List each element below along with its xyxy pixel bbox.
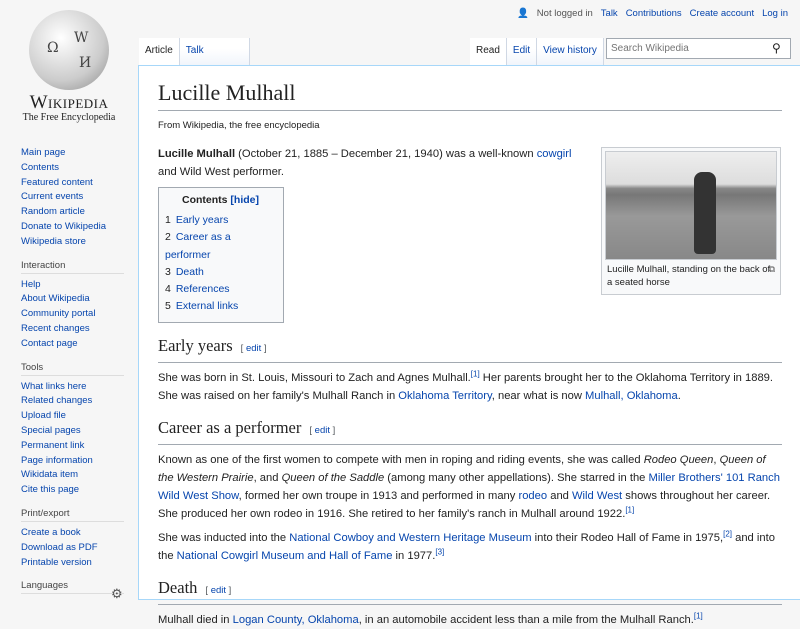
text: (October 21, 1885 – December 21, 1940) was a well-known [235, 148, 537, 160]
sidebar-item-current-events[interactable]: Current events [21, 191, 84, 203]
create-account-link[interactable]: Create account [689, 8, 755, 19]
toc-number: 5 [165, 300, 171, 313]
edit-link[interactable]: edit [245, 342, 262, 354]
text: , formed her own troupe in 1913 and performed in many [238, 489, 519, 502]
sidebar-navigation [21, 146, 136, 250]
toc-number: 2 [165, 231, 171, 244]
image-thumbnail [601, 147, 781, 295]
early-years-paragraph [158, 369, 782, 405]
text: and Wild West performer. [158, 166, 285, 178]
toc-item[interactable] [165, 264, 276, 281]
text: Queen of the Western Prairie [158, 453, 766, 484]
text: She was inducted into the [158, 531, 290, 544]
death-paragraph [158, 611, 782, 629]
sidebar-item-main-page[interactable]: Main page [21, 147, 66, 158]
toc-link[interactable]: Career as a performer [165, 231, 231, 261]
link-rodeo[interactable]: rodeo [518, 489, 548, 502]
section-heading-early-years [158, 335, 782, 363]
article-image[interactable] [605, 151, 777, 260]
heading-text: Early years [158, 335, 233, 355]
text: , and [253, 471, 282, 484]
link-cowboy-museum[interactable]: National Cowboy and Western Heritage Museum [289, 531, 532, 544]
text: . [677, 389, 681, 402]
tab-view-history[interactable]: View history [537, 38, 604, 65]
toc-item[interactable] [165, 212, 276, 229]
link-logan-county[interactable]: Logan County, Oklahoma [232, 613, 359, 626]
toc-number: 4 [165, 283, 171, 296]
text: Mulhall died in [158, 613, 233, 626]
subject-name: Lucille Mulhall [158, 148, 236, 160]
sidebar-heading-print: Print/export [21, 508, 124, 522]
heading-text: Death [158, 577, 198, 597]
link-oklahoma-territory[interactable]: Oklahoma Territory [398, 389, 492, 402]
text: in 1977. [392, 549, 436, 562]
reference-link[interactable]: [1] [625, 505, 635, 515]
log-in-link[interactable]: Log in [762, 8, 788, 19]
career-paragraph [158, 451, 782, 523]
horse-figure [694, 172, 716, 254]
reference-link[interactable]: [1] [693, 611, 703, 621]
sidebar-item-upload-file[interactable]: Upload file [21, 410, 66, 422]
site-subtitle: From Wikipedia, the free encyclopedia [158, 120, 320, 131]
sidebar-item-wikidata-item[interactable]: Wikidata item [21, 469, 79, 481]
sidebar-item-page-information[interactable]: Page information [21, 454, 93, 466]
sidebar-item-random-article[interactable]: Random article [21, 206, 85, 218]
text: and into the [158, 531, 775, 562]
sidebar-item-donate[interactable]: Donate to Wikipedia [21, 220, 107, 232]
logo-wordmark: Wikipedia [29, 92, 109, 113]
sidebar-item-contents[interactable]: Contents [21, 161, 60, 173]
text: , near what is now [491, 389, 586, 402]
toc-link[interactable]: References [175, 283, 230, 296]
tab-article[interactable]: Article [139, 38, 180, 65]
toc-link[interactable]: Death [175, 265, 204, 278]
edit-link[interactable]: edit [210, 584, 227, 596]
career-paragraph-2 [158, 529, 782, 565]
section-heading-death [158, 577, 782, 605]
sidebar-item-community-portal[interactable]: Community portal [21, 308, 96, 320]
tab-read[interactable]: Read [470, 38, 507, 65]
edit-link[interactable]: edit [314, 424, 330, 436]
reference-link[interactable]: [3] [435, 547, 445, 557]
sidebar-item-featured-content[interactable]: Featured content [21, 176, 93, 188]
wikipedia-logo[interactable] [14, 10, 124, 123]
sidebar [21, 146, 136, 598]
tab-talk[interactable]: Talk [180, 38, 250, 65]
sidebar-item-cite[interactable]: Cite this page [21, 484, 80, 496]
namespace-tabs [139, 38, 250, 65]
toc-item[interactable] [165, 229, 276, 264]
sidebar-item-create-book[interactable]: Create a book [21, 526, 81, 538]
article-content [138, 65, 800, 626]
sidebar-item-contact[interactable]: Contact page [21, 337, 78, 349]
contributions-link[interactable]: Contributions [625, 8, 682, 19]
link-mulhall-oklahoma[interactable]: Mulhall, Oklahoma [585, 389, 678, 402]
text: , in an automobile accident less than a mile from the Mulhall Ranch. [358, 613, 694, 626]
text: , [713, 453, 720, 466]
sidebar-item-about[interactable]: About Wikipedia [21, 293, 90, 305]
text: Known as one of the first women to compete with men in roping and riding events, she was called [158, 453, 644, 466]
tab-edit[interactable]: Edit [507, 38, 537, 65]
table-of-contents [158, 187, 284, 323]
edit-section-link[interactable]: [ edit ] [205, 584, 232, 596]
toc-link[interactable]: External links [175, 300, 239, 313]
reference-link[interactable]: [1] [470, 369, 480, 379]
text: and [547, 489, 572, 502]
talk-link[interactable]: Talk [600, 8, 618, 19]
page-title: Lucille Mulhall [158, 78, 782, 111]
toc-item[interactable] [165, 298, 276, 315]
search-icon[interactable]: ⚲ [772, 41, 781, 55]
sidebar-heading-languages: Languages [21, 580, 124, 594]
toc-item[interactable] [165, 281, 276, 298]
user-icon: 👤 [516, 8, 529, 19]
enlarge-icon[interactable]: ⧉ [768, 264, 775, 274]
text: shows throughout her career. She produced her own rodeo in 1916. She retired to her family's ranch in Mulhall around 1922. [158, 489, 771, 520]
logo-tagline: The Free Encyclopedia [22, 112, 116, 123]
intro-paragraph [158, 145, 588, 181]
sidebar-item-recent-changes[interactable]: Recent changes [21, 322, 90, 334]
link-cowgirl-museum[interactable]: National Cowgirl Museum and Hall of Fame [176, 549, 393, 562]
sidebar-item-related-changes[interactable]: Related changes [21, 395, 93, 407]
sidebar-heading-interaction: Interaction [21, 260, 124, 274]
sidebar-item-what-links-here[interactable]: What links here [21, 380, 87, 392]
heading-text: Career as a performer [158, 417, 302, 437]
sidebar-item-printable[interactable]: Printable version [21, 556, 92, 568]
search-input[interactable] [606, 38, 791, 59]
image-caption [605, 260, 777, 291]
text: (among many other appellations). She starred in the [384, 471, 649, 484]
text: into their Rodeo Hall of Fame in 1975, [531, 531, 724, 544]
edit-section-link[interactable]: [ edit ] [240, 342, 267, 354]
sidebar-heading-tools: Tools [21, 362, 124, 376]
gear-icon[interactable]: ⚙ [111, 586, 123, 601]
sidebar-item-help[interactable]: Help [21, 278, 41, 290]
sidebar-item-permanent-link[interactable]: Permanent link [21, 439, 85, 451]
globe-icon: Ω W И [29, 10, 109, 90]
text: Queen of the Saddle [281, 471, 385, 484]
link-miller-brothers[interactable]: Miller Brothers' 101 Ranch Wild West Show [158, 471, 780, 502]
sidebar-item-special-pages[interactable]: Special pages [21, 424, 81, 436]
section-heading-career [158, 417, 782, 445]
toc-link[interactable]: Early years [175, 214, 229, 226]
not-logged-in: Not logged in [536, 8, 593, 19]
link-cowgirl[interactable]: cowgirl [536, 148, 572, 160]
text: She was born in St. Louis, Missouri to Zach and Agnes Mulhall. [158, 371, 471, 384]
link-wild-west[interactable]: Wild West [572, 489, 623, 502]
reference-link[interactable]: [2] [723, 529, 732, 539]
personal-tools [517, 8, 788, 19]
sidebar-item-download-pdf[interactable]: Download as PDF [21, 541, 98, 553]
sidebar-item-store[interactable]: Wikipedia store [21, 235, 86, 247]
view-tabs [470, 38, 604, 65]
toc-number: 3 [165, 265, 171, 278]
toc-hide-button[interactable]: [hide] [230, 194, 259, 206]
toc-number: 1 [165, 214, 171, 226]
text: Her parents brought her to the Oklahoma Territory in 1889. She was raised on her family's Mulhall Ranch in [158, 371, 774, 402]
toc-title: Contents [182, 194, 228, 206]
caption-text: Lucille Mulhall, standing on the back of a seated horse [607, 264, 771, 288]
text: Rodeo Queen [643, 453, 714, 466]
edit-section-link[interactable]: [ edit ] [309, 424, 336, 436]
